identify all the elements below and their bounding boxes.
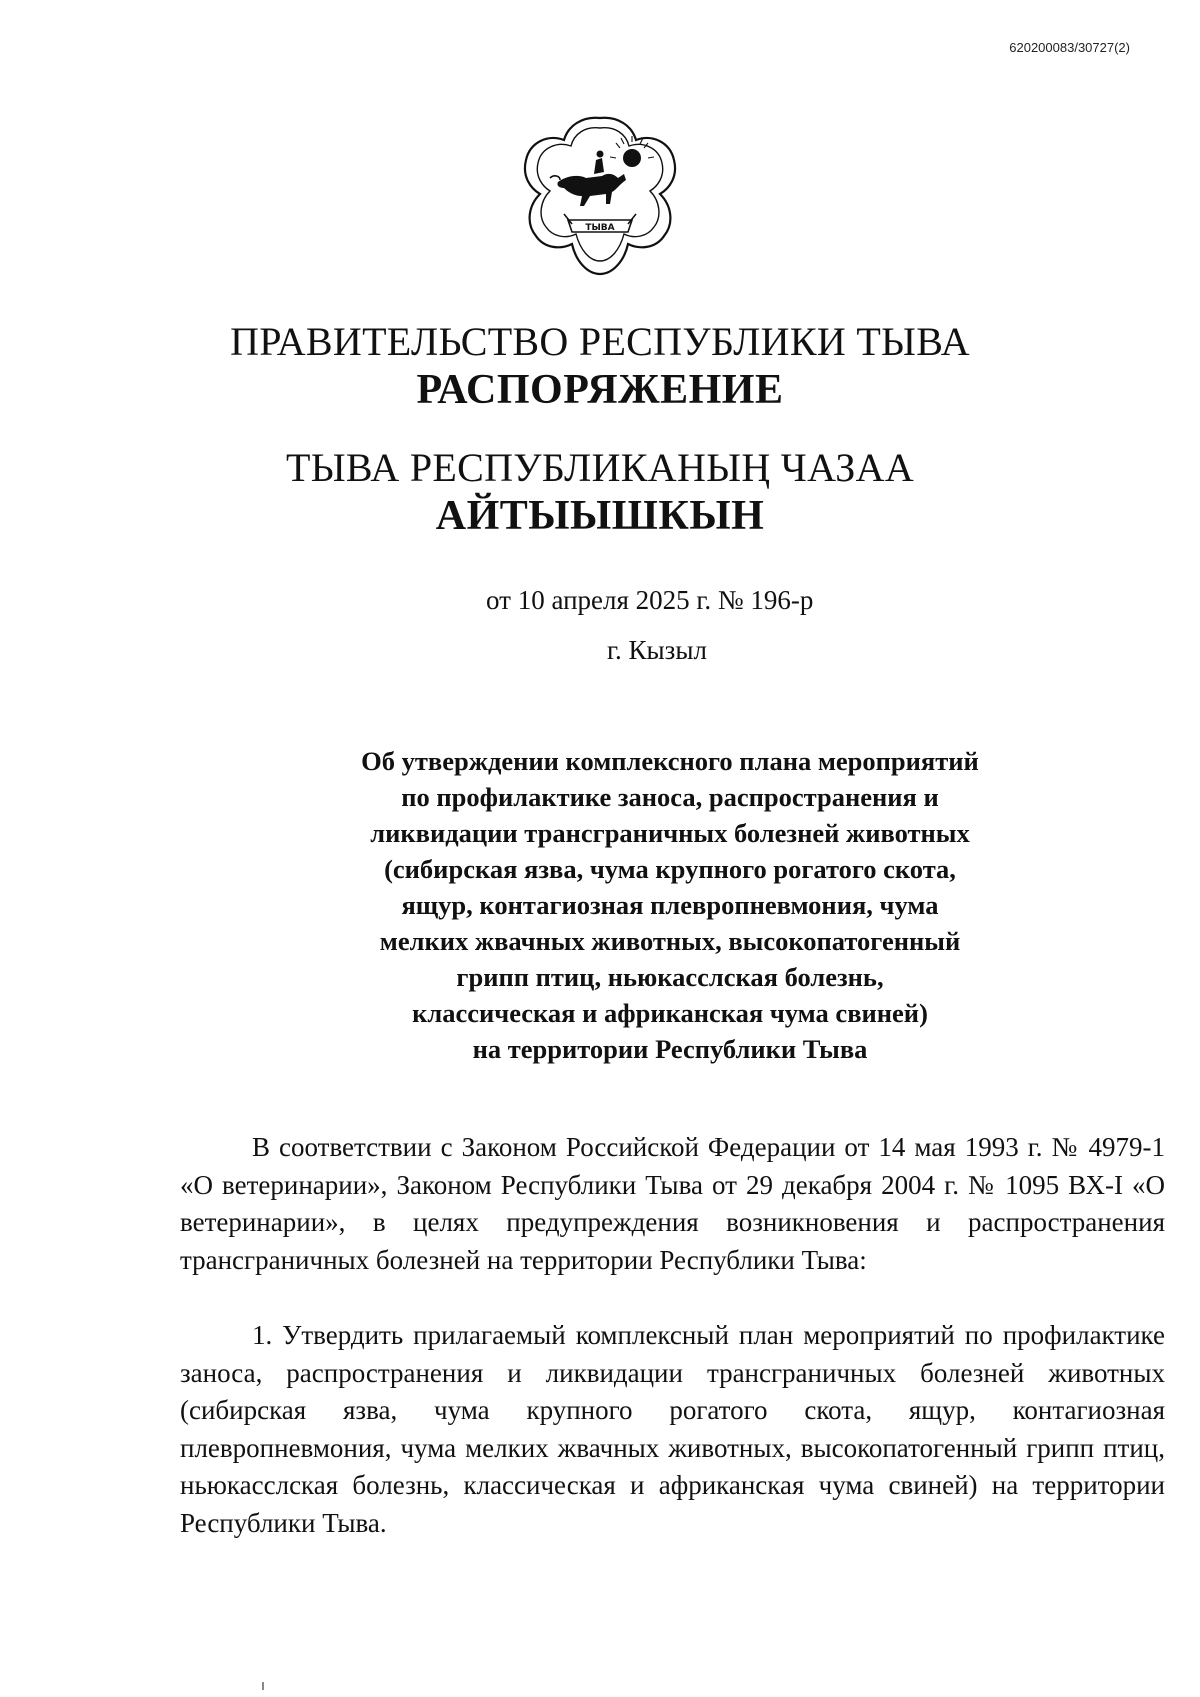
title-line: Об утверждении комплексного плана мероприятий (361, 746, 979, 776)
date-and-number: от 10 апреля 2025 г. № 196-р (486, 585, 814, 615)
city: г. Кызыл (607, 635, 707, 665)
order-type-tv: АЙТЫЫШКЫН (435, 493, 765, 539)
title-line: ликвидации трансграничных болезней животных (370, 818, 970, 848)
order-type-ru: РАСПОРЯЖЕНИЕ (416, 367, 784, 413)
document-id: 620200083/30727(2) (1009, 40, 1130, 55)
title-line: мелких жвачных животных, высокопатогенный (379, 926, 961, 956)
government-title-ru: ПРАВИТЕЛЬСТВО РЕСПУБЛИКИ ТЫВА (230, 319, 970, 364)
title-line: по профилактике заноса, распространения и (401, 782, 939, 812)
preamble-paragraph: В соответствии с Законом Российской Федерации от 14 мая 1993 г. № 4979-1 «О ветеринарии», Законом Республики Тыва от 29 декабря 2004 г. № 1095 ВХ-I «О ветеринарии», в целях предупреждения возникновения и распространения трансграничных болезней на территории Республики Тыва: (180, 1132, 1165, 1275)
title-line: (сибирская язва, чума крупного рогатого скота, (384, 854, 956, 884)
svg-text:ТЫВА: ТЫВА (585, 223, 615, 233)
government-title-tv: ТЫВА РЕСПУБЛИКАНЫҢ ЧАЗАА (285, 445, 915, 490)
title-line: на территории Республики Тыва (472, 1034, 868, 1064)
title-line: классическая и африканская чума свиней) (412, 998, 928, 1028)
document-title (300, 743, 1040, 1067)
clause-1-paragraph: 1. Утвердить прилагаемый комплексный план мероприятий по профилактике заноса, распространения и ликвидации трансграничных болезней животных (сибирская язва, чума крупного рогатого скота, ящур, контагиозная плевропневмония, чума мелких жвачных животных, высокопатогенный грипп птиц, ньюкасслская болезнь, классическая и африканская чума свиней) на территории Республики Тыва. (180, 1320, 1165, 1538)
page-edge-mark (262, 1682, 264, 1690)
title-line: ящур, контагиозная плевропневмония, чума (401, 890, 939, 920)
title-line: грипп птиц, ньюкасслская болезнь, (456, 962, 884, 992)
coat-of-arms-tyva-icon (520, 112, 680, 280)
